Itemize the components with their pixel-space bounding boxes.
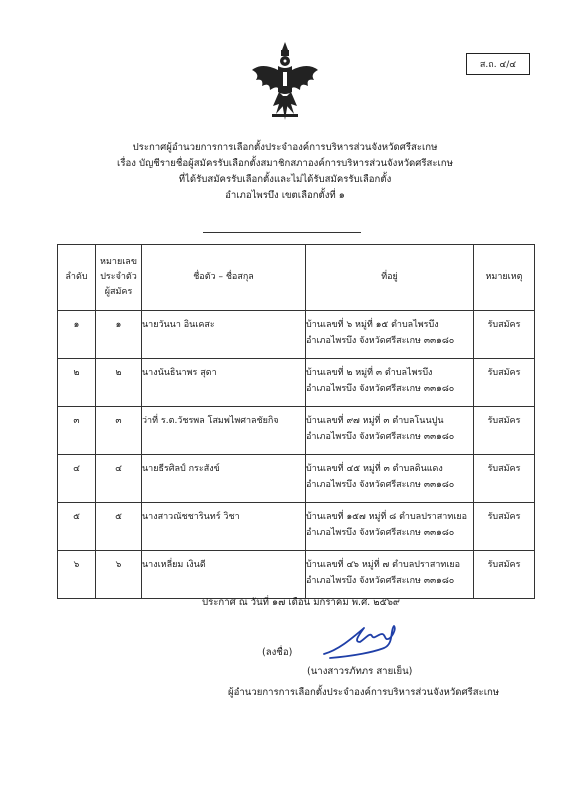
sign-label: (ลงชื่อ): [262, 647, 293, 658]
table-header-row: [58, 245, 535, 311]
table-row: [58, 359, 535, 407]
header-district: อำเภอไพรบึง เขตเลือกตั้งที่ ๑: [225, 190, 345, 201]
cell-remark: รับสมัคร: [474, 551, 535, 599]
cell-number: ๖: [96, 551, 142, 599]
header-title: ประกาศผู้อำนวยการการเลือกตั้งประจำองค์การบริหารส่วนจังหวัดศรีสะเกษ: [132, 142, 438, 153]
address-line-1: บ้านเลขที่ ๑๕๗ หมู่ที่ ๘ ตำบลปราสาทเยอ: [306, 512, 468, 522]
address-line-1: บ้านเลขที่ ๙๗ หมู่ที่ ๓ ตำบลโนนปูน: [306, 416, 444, 426]
header-subject-cont: ที่ได้รับสมัครรับเลือกตั้งและไม่ได้รับสมัครรับเลือกตั้ง: [178, 174, 392, 185]
cell-number: ๓: [96, 407, 142, 455]
col-header-number-l2: ประจำตัว: [100, 272, 137, 282]
header-subject: เรื่อง บัญชีรายชื่อผู้สมัครรับเลือกตั้งสมาชิกสภาองค์การบริหารส่วนจังหวัดศรีสะเกษ: [117, 158, 453, 169]
address-line-2: อำเภอไพรบึง จังหวัดศรีสะเกษ ๓๓๑๘๐: [306, 432, 455, 442]
col-header-address: ที่อยู่: [306, 245, 474, 311]
table-row: [58, 407, 535, 455]
cell-name: นางนันธินาพร สุดา: [142, 359, 306, 407]
col-header-number: [96, 245, 142, 311]
signer-position: ผู้อำนวยการการเลือกตั้งประจำองค์การบริหารส่วนจังหวัดศรีสะเกษ: [228, 687, 500, 698]
col-header-name: ชื่อตัว – ชื่อสกุล: [142, 245, 306, 311]
cell-number: ๑: [96, 311, 142, 359]
cell-remark: รับสมัคร: [474, 503, 535, 551]
table-row: [58, 455, 535, 503]
signer-name: (นางสาวรภัทภร สายเย็น): [307, 666, 413, 677]
cell-number: ๕: [96, 503, 142, 551]
address-line-1: บ้านเลขที่ ๒ หมู่ที่ ๓ ตำบลไพรบึง: [306, 368, 433, 378]
cell-seq: ๓: [58, 407, 96, 455]
cell-address: [306, 455, 474, 503]
cell-seq: ๖: [58, 551, 96, 599]
address-line-2: อำเภอไพรบึง จังหวัดศรีสะเกษ ๓๓๑๘๐: [306, 480, 455, 490]
address-line-1: บ้านเลขที่ ๖ หมู่ที่ ๑๕ ตำบลไพรบึง: [306, 320, 439, 330]
address-line-2: อำเภอไพรบึง จังหวัดศรีสะเกษ ๓๓๑๘๐: [306, 528, 455, 538]
address-line-1: บ้านเลขที่ ๔๖ หมู่ที่ ๗ ตำบลปราสาทเยอ: [306, 560, 461, 570]
cell-name: นางเหลี่ยม เงินดี: [142, 551, 306, 599]
cell-remark: รับสมัคร: [474, 455, 535, 503]
cell-remark: รับสมัคร: [474, 407, 535, 455]
cell-address: [306, 311, 474, 359]
col-header-number-l3: ผู้สมัคร: [104, 287, 133, 297]
table-row: [58, 503, 535, 551]
col-header-remark: หมายเหตุ: [474, 245, 535, 311]
address-line-2: อำเภอไพรบึง จังหวัดศรีสะเกษ ๓๓๑๘๐: [306, 336, 455, 346]
form-code-box: [466, 53, 530, 75]
cell-seq: ๑: [58, 311, 96, 359]
col-header-number-l1: หมายเลข: [100, 257, 137, 267]
cell-name: นายวันนา อินเคสะ: [142, 311, 306, 359]
cell-number: ๒: [96, 359, 142, 407]
cell-remark: รับสมัคร: [474, 311, 535, 359]
cell-seq: ๕: [58, 503, 96, 551]
header-divider: [203, 232, 361, 233]
garuda-emblem-icon: [248, 40, 322, 124]
candidate-table: [57, 244, 535, 599]
cell-name: ว่าที่ ร.ต.วัชรพล โสมพไพศาลชัยกิจ: [142, 407, 306, 455]
form-code: ส.ถ. ๔/๔: [479, 60, 517, 70]
cell-number: ๔: [96, 455, 142, 503]
cell-remark: รับสมัคร: [474, 359, 535, 407]
table-row: [58, 311, 535, 359]
cell-address: [306, 359, 474, 407]
cell-seq: ๒: [58, 359, 96, 407]
address-line-2: อำเภอไพรบึง จังหวัดศรีสะเกษ ๓๓๑๘๐: [306, 384, 455, 394]
table-row: [58, 551, 535, 599]
cell-address: [306, 407, 474, 455]
cell-seq: ๔: [58, 455, 96, 503]
cell-name: นางสาวณัชชารินทร์ วิชา: [142, 503, 306, 551]
cell-address: [306, 503, 474, 551]
cell-address: [306, 551, 474, 599]
address-line-2: อำเภอไพรบึง จังหวัดศรีสะเกษ ๓๓๑๘๐: [306, 576, 455, 586]
announcement-header: [60, 140, 510, 204]
announce-date: ประกาศ ณ วันที่ ๑๗ เดือน มกราคม พ.ศ. ๒๕๖๙: [202, 597, 400, 608]
col-header-seq: ลำดับ: [58, 245, 96, 311]
cell-name: นายธีรศิลป์ กระสังข์: [142, 455, 306, 503]
signature-icon: [320, 620, 410, 662]
address-line-1: บ้านเลขที่ ๔๕ หมู่ที่ ๓ ตำบลดินแดง: [306, 464, 443, 474]
